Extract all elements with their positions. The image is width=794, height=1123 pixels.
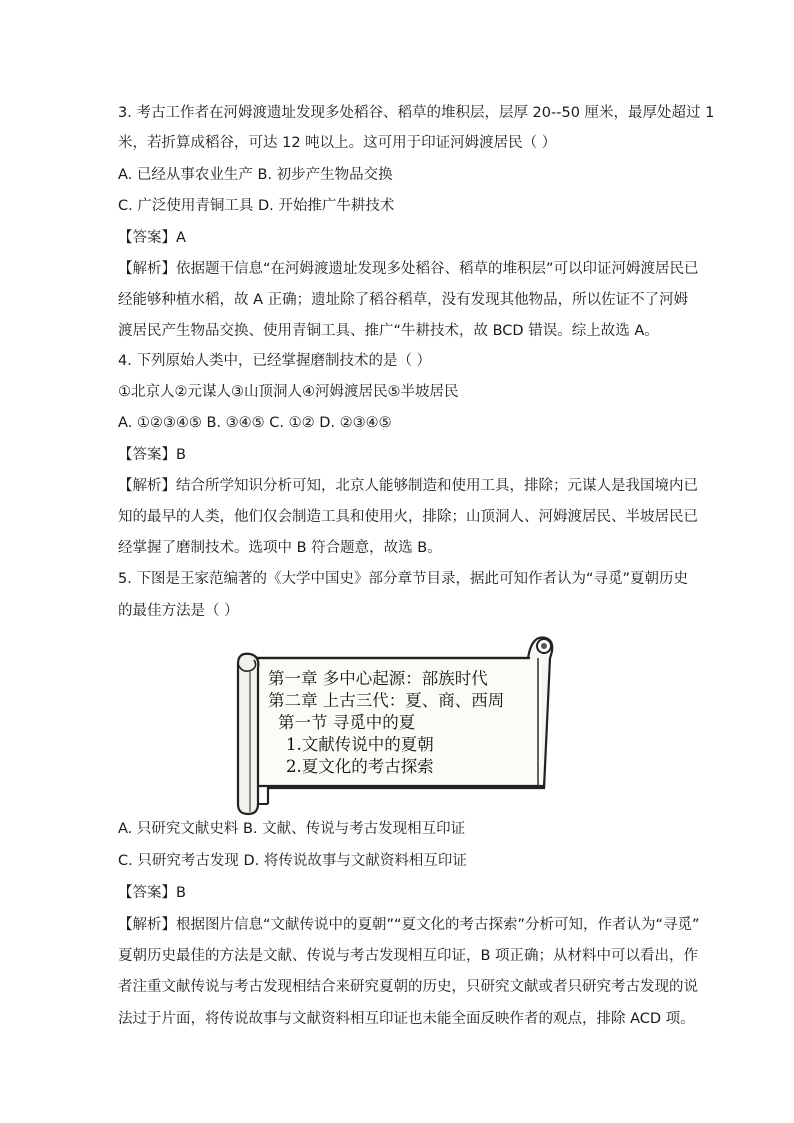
q5-analysis-line1: 【解析】根据图片信息“文献传说中的夏朝”“夏文化的考古探索”分析可知，作者认为“寻觅” (118, 917, 700, 933)
q5-answer: 【答案】B (118, 885, 186, 901)
q3-options-line1: A. 已经从事农业生产 B. 初步产生物品交换 (118, 167, 393, 183)
q5-analysis-line3: 者注重文献传说与考古发现相结合来研究夏朝的历史，只研究文献或者只研究考古发现的说 (118, 979, 698, 995)
scroll-line-item2: 2.夏文化的考古探索 (286, 757, 434, 776)
q4-analysis-line3: 经掌握了磨制技术。选项中 B 符合题意，故选 B。 (118, 540, 442, 556)
q5-options-line2: C. 只研究考古发现 D. 将传说故事与文献资料相互印证 (118, 853, 467, 869)
q5-stem-line1: 5. 下图是王家范编著的《大学中国史》部分章节目录，据此可知作者认为“寻觅”夏朝历史 (118, 571, 688, 587)
q5-analysis-line2: 夏朝历史最佳的方法是文献、传说与考古发现相互印证，B 项正确；从材料中可以看出，作 (118, 948, 699, 964)
q4-options: A. ①②③④⑤ B. ③④⑤ C. ①② D. ②③④⑤ (118, 415, 392, 431)
q4-analysis-line1: 【解析】结合所学知识分析可知，北京人能够制造和使用工具，排除；元谋人是我国境内已 (118, 478, 698, 494)
scroll-line-chapter2: 第二章 上古三代：夏、商、西周 (268, 691, 505, 710)
scroll-line-item1: 1.文献传说中的夏朝 (286, 735, 434, 754)
q5-stem-line2: 的最佳方法是（ ） (118, 603, 239, 619)
q3-answer: 【答案】A (118, 230, 186, 246)
scroll-line-section1: 第一节 寻觅中的夏 (278, 713, 416, 732)
q4-stem: 4. 下列原始人类中，已经掌握磨制技术的是（ ） (118, 353, 432, 369)
q4-analysis-line2: 知的最早的人类，他们仅会制造工具和使用火，排除；山顶洞人、河姆渡居民、半坡居民已 (118, 509, 698, 525)
q3-stem-line2: 米，若折算成稻谷，可达 12 吨以上。这可用于印证河姆渡居民（ ） (118, 135, 557, 151)
q3-analysis-line1: 【解析】依据题干信息“在河姆渡遗址发现多处稻谷、稻草的堆积层”可以印证河姆渡居民已 (118, 261, 699, 277)
q5-analysis-line4: 法过于片面，将传说故事与文献资料相互印证也未能全面反映作者的观点，排除 ACD 项。 (118, 1011, 695, 1027)
q5-options-line1: A. 只研究文献史料 B. 文献、传说与考古发现相互印证 (118, 821, 466, 837)
q4-answer: 【答案】B (118, 447, 186, 463)
scroll-left-roll (238, 654, 258, 814)
q3-analysis-line3: 渡居民产生物品交换、使用青铜工具、推广“牛耕技术，故 BCD 错误。综上故选 A。 (118, 323, 659, 339)
q3-analysis-line2: 经能够种植水稻，故 A 正确；遗址除了稻谷稻草，没有发现其他物品，所以佐证不了河姆 (118, 292, 689, 308)
scroll-line-chapter1: 第一章 多中心起源：部族时代 (268, 669, 488, 688)
scroll-knob-center (541, 643, 547, 649)
scroll-contents (268, 668, 548, 778)
q3-options-line2: C. 广泛使用青铜工具 D. 开始推广牛耕技术 (118, 198, 395, 214)
q3-stem-line1: 3. 考古工作者在河姆渡遗址发现多处稻谷、稻草的堆积层，层厚 20--50 厘米，最厚处超过 1 (118, 105, 715, 121)
q4-list: ①北京人②元谋人③山顶洞人④河姆渡居民⑤半坡居民 (118, 384, 459, 400)
